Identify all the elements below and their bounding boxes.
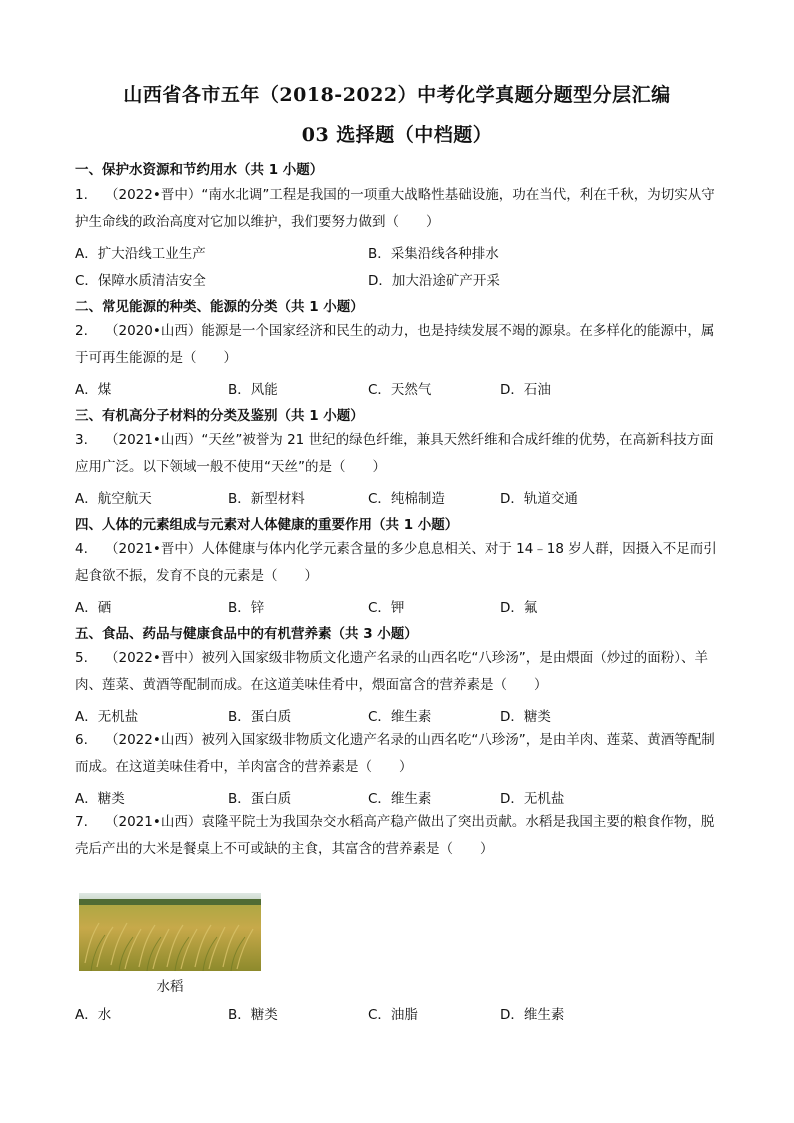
question-text: （2022•山西）被列入国家级非物质文化遗产名录的山西名吃“八珍汤”，是由羊肉、莲菜、黄酒等配制而成。在这道美味佳肴中，羊肉富含的营养素是（ ） (75, 732, 715, 775)
section-heading-2: 二、常见能源的种类、能源的分类（共 1 小题） (75, 299, 364, 315)
option-c: C．保障水质清洁安全 (75, 273, 206, 289)
question-7 (75, 809, 723, 863)
option-d: D．轨道交通 (500, 491, 578, 507)
document-subtitle: 03 选择题（中档题） (301, 124, 493, 146)
question-number: 2. (75, 323, 88, 339)
rice-field-image (79, 893, 261, 971)
option-a: A．煤 (75, 382, 112, 398)
question-3 (75, 427, 723, 481)
section-heading-5: 五、食品、药品与健康食品中的有机营养素（共 3 小题） (75, 626, 418, 642)
photo-caption: 水稻 (156, 979, 184, 995)
question-2 (75, 318, 723, 372)
question-number: 7. (75, 814, 88, 830)
option-a: A．航空航天 (75, 491, 152, 507)
option-d: D．糖类 (500, 709, 551, 725)
question-1 (75, 182, 723, 236)
question-2-options (75, 378, 723, 400)
option-a: A．无机盐 (75, 709, 139, 725)
question-text: （2022•晋中）被列入国家级非物质文化遗产名录的山西名吃“八珍汤”，是由煨面（炒过的面粉）、羊肉、莲菜、黄酒等配制而成。在这道美味佳肴中，煨面富含的营养素是（ ） (75, 650, 709, 693)
option-c: C．钾 (368, 600, 405, 616)
option-d: D．无机盐 (500, 791, 565, 807)
option-c: C．油脂 (368, 1007, 418, 1023)
question-number: 1. (75, 187, 88, 203)
question-number: 3. (75, 432, 88, 448)
question-6 (75, 727, 723, 781)
option-a: A．糖类 (75, 791, 125, 807)
rice-field-photo (79, 893, 261, 971)
option-b: B．锌 (228, 600, 265, 616)
document-title: 山西省各市五年（2018-2022）中考化学真题分题型分层汇编 (123, 84, 671, 106)
question-1-options-row-2 (75, 269, 723, 291)
option-d: D．加大沿途矿产开采 (368, 273, 500, 289)
option-d: D．石油 (500, 382, 551, 398)
question-text: （2022•晋中）“南水北调”工程是我国的一项重大战略性基础设施，功在当代，利在千秋，为切实从守护生命线的政治高度对它加以维护，我们要努力做到（ ） (75, 187, 715, 230)
question-1-options-row-1 (75, 242, 723, 264)
option-c: C．纯棉制造 (368, 491, 445, 507)
option-b: B．蛋白质 (228, 709, 292, 725)
option-c: C．维生素 (368, 791, 432, 807)
question-5-options (75, 705, 723, 727)
question-number: 5. (75, 650, 88, 666)
section-heading-4: 四、人体的元素组成与元素对人体健康的重要作用（共 1 小题） (75, 517, 459, 533)
question-number: 6. (75, 732, 88, 748)
option-d: D．氟 (500, 600, 538, 616)
section-heading-3: 三、有机高分子材料的分类及鉴别（共 1 小题） (75, 408, 364, 424)
option-b: B．糖类 (228, 1007, 278, 1023)
option-b: B．风能 (228, 382, 278, 398)
question-number: 4. (75, 541, 88, 557)
option-b: B．蛋白质 (228, 791, 292, 807)
option-b: B．采集沿线各种排水 (368, 246, 499, 262)
question-3-options (75, 487, 723, 509)
option-a: A．硒 (75, 600, 112, 616)
question-text: （2021•晋中）人体健康与体内化学元素含量的多少息息相关、对于 14﹣18 岁人群，因摄入不足而引起食欲不振，发育不良的元素是（ ） (75, 541, 717, 584)
option-c: C．天然气 (368, 382, 432, 398)
question-7-options (75, 1003, 723, 1025)
question-4-options (75, 596, 723, 618)
question-6-options (75, 787, 723, 809)
option-a: A．水 (75, 1007, 112, 1023)
option-c: C．维生素 (368, 709, 432, 725)
section-heading-1: 一、保护水资源和节约用水（共 1 小题） (75, 162, 324, 178)
question-5 (75, 645, 723, 699)
question-text: （2020•山西）能源是一个国家经济和民生的动力，也是持续发展不竭的源泉。在多样化的能源中，属于可再生能源的是（ ） (75, 323, 715, 366)
option-b: B．新型材料 (228, 491, 305, 507)
option-a: A．扩大沿线工业生产 (75, 246, 206, 262)
question-4 (75, 536, 723, 590)
question-text: （2021•山西）袁隆平院士为我国杂交水稻高产稳产做出了突出贡献。水稻是我国主要的粮食作物，脱壳后产出的大米是餐桌上不可或缺的主食，其富含的营养素是（ ） (75, 814, 715, 857)
option-d: D．维生素 (500, 1007, 565, 1023)
question-text: （2021•山西）“天丝”被誉为 21 世纪的绿色纤维，兼具天然纤维和合成纤维的优势，在高新科技方面应用广泛。以下领域一般不使用“天丝”的是（ ） (75, 432, 714, 475)
